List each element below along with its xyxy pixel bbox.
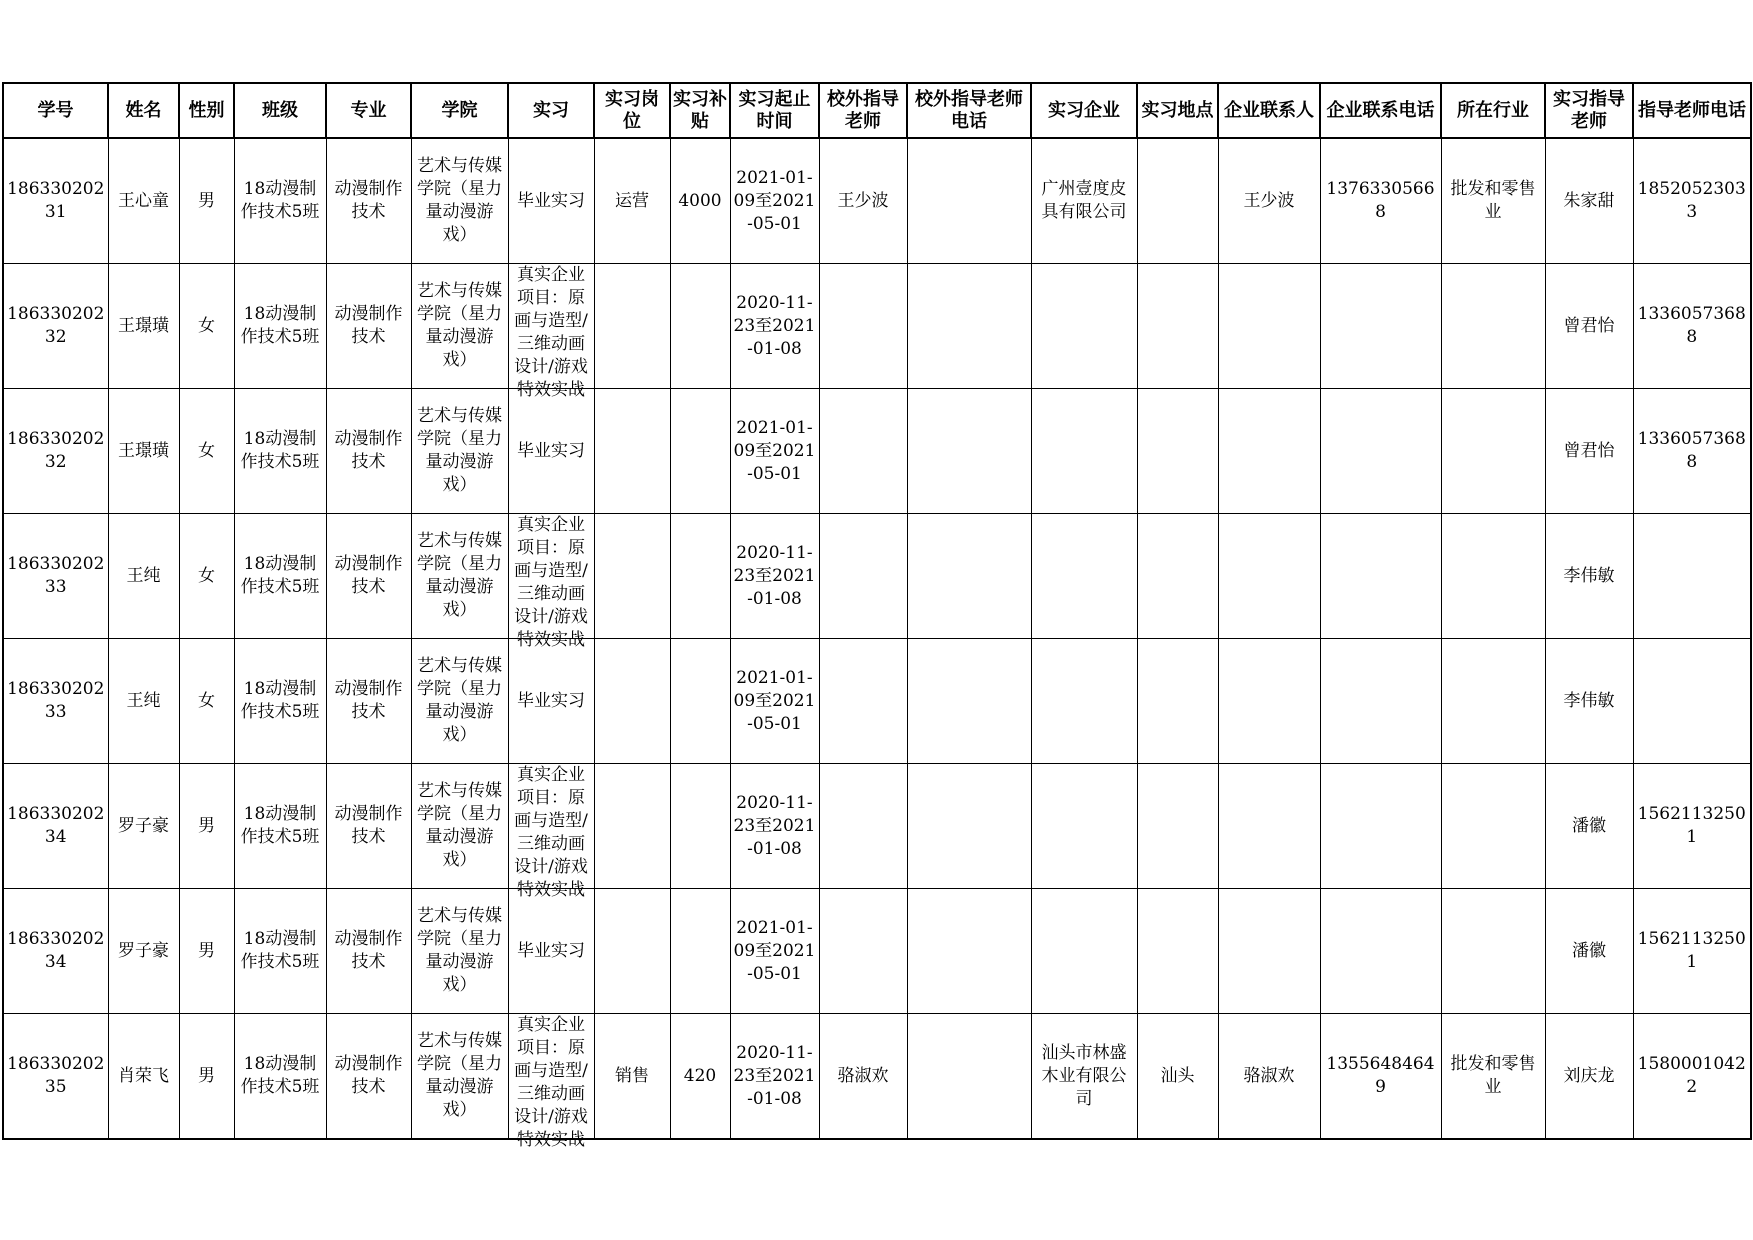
cell-text: 15621132501 bbox=[1637, 929, 1746, 972]
table-cell bbox=[326, 264, 411, 389]
table-cell bbox=[234, 264, 326, 389]
table-cell bbox=[326, 764, 411, 889]
table-cell bbox=[1633, 764, 1751, 889]
cell-text: 王璟璜 bbox=[118, 440, 169, 461]
table-cell bbox=[907, 764, 1031, 889]
cell-text: 18动漫制作技术5班 bbox=[240, 679, 320, 722]
table-cell bbox=[1218, 1014, 1320, 1140]
table-cell bbox=[1545, 639, 1633, 764]
table-row bbox=[3, 764, 1751, 889]
table-cell bbox=[326, 389, 411, 514]
cell-text: 15621132501 bbox=[1637, 804, 1746, 847]
cell-text: 王心童 bbox=[118, 190, 169, 211]
table-cell bbox=[1137, 639, 1218, 764]
table-cell bbox=[1320, 514, 1441, 639]
table-cell bbox=[234, 389, 326, 514]
table-cell bbox=[411, 639, 508, 764]
table-cell bbox=[179, 764, 234, 889]
cell-text: 刘庆龙 bbox=[1563, 1065, 1615, 1086]
cell-text: 动漫制作技术 bbox=[334, 179, 403, 222]
table-cell bbox=[1137, 889, 1218, 1014]
cell-text: 18动漫制作技术5班 bbox=[240, 804, 320, 847]
cell-text: 18动漫制作技术5班 bbox=[240, 554, 320, 597]
table-cell bbox=[411, 764, 508, 889]
table-cell bbox=[1218, 889, 1320, 1014]
table-cell bbox=[1218, 264, 1320, 389]
cell-text: 艺术与传媒学院（星力量动漫游戏） bbox=[417, 656, 502, 745]
table-cell bbox=[1218, 389, 1320, 514]
cell-text: 毕业实习 bbox=[517, 690, 585, 711]
table-cell bbox=[1137, 389, 1218, 514]
table-cell bbox=[508, 514, 594, 650]
table-cell bbox=[670, 764, 730, 889]
table-cell bbox=[179, 889, 234, 1014]
table-row bbox=[3, 889, 1751, 1014]
column-header: 企业联系电话 bbox=[1320, 83, 1441, 138]
cell-text: 毕业实习 bbox=[517, 940, 585, 961]
table-row bbox=[3, 639, 1751, 764]
table-row bbox=[3, 1014, 1751, 1140]
table-cell bbox=[1441, 764, 1545, 889]
cell-text: 批发和零售业 bbox=[1450, 1054, 1536, 1097]
column-header: 专业 bbox=[326, 83, 411, 138]
table-cell bbox=[594, 264, 670, 389]
table-cell bbox=[1218, 138, 1320, 264]
column-header: 实习岗位 bbox=[594, 83, 670, 138]
table-cell bbox=[819, 389, 907, 514]
cell-text: 15800010422 bbox=[1637, 1054, 1746, 1097]
table-cell bbox=[1545, 889, 1633, 1014]
cell-text: 真实企业项目：原画与造型/三维动画设计/游戏特效实战 bbox=[514, 765, 588, 900]
table-cell bbox=[1031, 514, 1137, 639]
table-cell bbox=[1441, 889, 1545, 1014]
cell-text: 18动漫制作技术5班 bbox=[240, 1054, 320, 1097]
cell-text: 2021-01-09至2021-05-01 bbox=[733, 917, 816, 984]
table-cell bbox=[179, 639, 234, 764]
table-cell bbox=[1031, 1014, 1137, 1140]
table-cell bbox=[730, 889, 819, 1014]
table-cell bbox=[108, 389, 179, 514]
table-cell bbox=[594, 889, 670, 1014]
cell-text: 罗子豪 bbox=[118, 815, 169, 836]
table-cell bbox=[907, 264, 1031, 389]
table-cell bbox=[907, 138, 1031, 264]
cell-text: 13763305668 bbox=[1326, 179, 1435, 222]
table-cell bbox=[3, 264, 108, 389]
table-cell bbox=[108, 639, 179, 764]
table-cell bbox=[234, 514, 326, 639]
table-cell bbox=[670, 1014, 730, 1140]
column-header: 姓名 bbox=[108, 83, 179, 138]
cell-text: 毕业实习 bbox=[517, 190, 585, 211]
cell-text: 18633020235 bbox=[7, 1054, 105, 1097]
table-cell bbox=[1137, 1014, 1218, 1140]
column-header: 所在行业 bbox=[1441, 83, 1545, 138]
cell-text: 18动漫制作技术5班 bbox=[240, 929, 320, 972]
cell-text: 骆淑欢 bbox=[1243, 1065, 1295, 1086]
cell-text: 女 bbox=[198, 440, 215, 461]
table-cell bbox=[730, 764, 819, 889]
cell-text: 18633020234 bbox=[7, 804, 105, 847]
cell-text: 女 bbox=[198, 690, 215, 711]
table-cell bbox=[411, 514, 508, 639]
table-cell bbox=[1633, 264, 1751, 389]
cell-text: 王纯 bbox=[126, 690, 161, 711]
table-cell bbox=[3, 1014, 108, 1140]
table-cell bbox=[3, 639, 108, 764]
table-cell bbox=[411, 389, 508, 514]
table-cell bbox=[508, 264, 594, 400]
table-row bbox=[3, 264, 1751, 389]
table-cell bbox=[234, 1014, 326, 1140]
table-row bbox=[3, 138, 1751, 264]
table-cell bbox=[179, 264, 234, 389]
table-cell bbox=[411, 1014, 508, 1140]
table-cell bbox=[819, 764, 907, 889]
table-cell bbox=[730, 514, 819, 639]
column-header: 校外指导老师 bbox=[819, 83, 907, 138]
table-cell bbox=[326, 138, 411, 264]
table-cell bbox=[508, 1014, 594, 1150]
table-cell bbox=[179, 1014, 234, 1140]
table-cell bbox=[1137, 764, 1218, 889]
table-cell bbox=[508, 389, 594, 514]
cell-text: 运营 bbox=[615, 190, 649, 211]
internship-table bbox=[2, 82, 1752, 1150]
table-cell bbox=[907, 389, 1031, 514]
table-cell bbox=[1441, 264, 1545, 389]
table-cell bbox=[1545, 264, 1633, 389]
table-cell bbox=[819, 889, 907, 1014]
column-header: 实习起止时间 bbox=[730, 83, 819, 138]
cell-text: 18520523033 bbox=[1637, 179, 1746, 222]
table-cell bbox=[179, 514, 234, 639]
table-cell bbox=[730, 264, 819, 389]
table-cell bbox=[1545, 514, 1633, 639]
cell-text: 广州壹度皮具有限公司 bbox=[1041, 179, 1127, 222]
table-cell bbox=[670, 138, 730, 264]
table-cell bbox=[1545, 1014, 1633, 1140]
cell-text: 动漫制作技术 bbox=[334, 304, 403, 347]
table-cell bbox=[1137, 138, 1218, 264]
table-cell bbox=[1441, 639, 1545, 764]
table-cell bbox=[1633, 514, 1751, 639]
cell-text: 13360573688 bbox=[1637, 429, 1746, 472]
cell-text: 真实企业项目：原画与造型/三维动画设计/游戏特效实战 bbox=[514, 265, 588, 400]
table-cell bbox=[1545, 764, 1633, 889]
cell-text: 潘徽 bbox=[1572, 940, 1606, 961]
table-cell bbox=[1441, 389, 1545, 514]
cell-text: 艺术与传媒学院（星力量动漫游戏） bbox=[417, 406, 502, 495]
cell-text: 王璟璜 bbox=[118, 315, 169, 336]
cell-text: 18动漫制作技术5班 bbox=[240, 429, 320, 472]
cell-text: 罗子豪 bbox=[118, 940, 169, 961]
table-cell bbox=[1031, 389, 1137, 514]
table-cell bbox=[1441, 514, 1545, 639]
cell-text: 420 bbox=[683, 1065, 717, 1086]
table-cell bbox=[1031, 264, 1137, 389]
cell-text: 18动漫制作技术5班 bbox=[240, 304, 320, 347]
table-cell bbox=[508, 138, 594, 264]
table-cell bbox=[670, 889, 730, 1014]
table-cell bbox=[670, 389, 730, 514]
table-cell bbox=[670, 639, 730, 764]
table-cell bbox=[1218, 764, 1320, 889]
table-cell bbox=[594, 389, 670, 514]
table-cell bbox=[670, 264, 730, 389]
table-cell bbox=[411, 889, 508, 1014]
table-cell bbox=[1633, 1014, 1751, 1140]
table-cell bbox=[508, 889, 594, 1014]
table-cell bbox=[1633, 389, 1751, 514]
cell-text: 王少波 bbox=[1243, 190, 1295, 211]
table-cell bbox=[1031, 764, 1137, 889]
column-header: 企业联系人 bbox=[1218, 83, 1320, 138]
table-cell bbox=[179, 138, 234, 264]
cell-text: 2021-01-09至2021-05-01 bbox=[733, 167, 816, 234]
table-cell bbox=[179, 389, 234, 514]
table-cell bbox=[1320, 138, 1441, 264]
cell-text: 曾君怡 bbox=[1563, 315, 1615, 336]
table-cell bbox=[508, 764, 594, 900]
table-cell bbox=[108, 264, 179, 389]
table-cell bbox=[907, 639, 1031, 764]
table-cell bbox=[108, 514, 179, 639]
column-header: 实习 bbox=[508, 83, 594, 138]
table-cell bbox=[108, 764, 179, 889]
cell-text: 2020-11-23至2021-01-08 bbox=[733, 292, 816, 359]
cell-text: 艺术与传媒学院（星力量动漫游戏） bbox=[417, 531, 502, 620]
cell-text: 18633020234 bbox=[7, 929, 105, 972]
cell-text: 女 bbox=[198, 565, 215, 586]
table-cell bbox=[1320, 1014, 1441, 1140]
table-cell bbox=[108, 1014, 179, 1140]
table-cell bbox=[594, 514, 670, 639]
table-cell bbox=[326, 889, 411, 1014]
table-body bbox=[3, 138, 1751, 1150]
table-cell bbox=[594, 764, 670, 889]
cell-text: 男 bbox=[198, 1065, 215, 1086]
cell-text: 动漫制作技术 bbox=[334, 1054, 403, 1097]
cell-text: 艺术与传媒学院（星力量动漫游戏） bbox=[417, 281, 502, 370]
cell-text: 艺术与传媒学院（星力量动漫游戏） bbox=[417, 906, 502, 995]
table-cell bbox=[326, 639, 411, 764]
table-cell bbox=[234, 138, 326, 264]
cell-text: 2020-11-23至2021-01-08 bbox=[733, 542, 816, 609]
column-header: 校外指导老师电话 bbox=[907, 83, 1031, 138]
cell-text: 李伟敏 bbox=[1563, 690, 1615, 711]
table-cell bbox=[1031, 889, 1137, 1014]
cell-text: 艺术与传媒学院（星力量动漫游戏） bbox=[417, 781, 502, 870]
table-cell bbox=[1031, 639, 1137, 764]
cell-text: 潘徽 bbox=[1572, 815, 1606, 836]
cell-text: 男 bbox=[198, 815, 215, 836]
table-cell bbox=[1320, 639, 1441, 764]
column-header: 学号 bbox=[3, 83, 108, 138]
table-cell bbox=[108, 138, 179, 264]
column-header: 班级 bbox=[234, 83, 326, 138]
cell-text: 艺术与传媒学院（星力量动漫游戏） bbox=[417, 156, 502, 245]
table-cell bbox=[411, 138, 508, 264]
table-cell bbox=[1320, 389, 1441, 514]
table-cell bbox=[819, 138, 907, 264]
table-cell bbox=[1441, 1014, 1545, 1140]
table-cell bbox=[819, 639, 907, 764]
cell-text: 动漫制作技术 bbox=[334, 804, 403, 847]
table-cell bbox=[907, 514, 1031, 639]
table-cell bbox=[594, 639, 670, 764]
table-cell bbox=[3, 514, 108, 639]
table-cell bbox=[326, 1014, 411, 1140]
table-cell bbox=[3, 889, 108, 1014]
cell-text: 销售 bbox=[615, 1065, 649, 1086]
header-row bbox=[3, 83, 1751, 138]
table-cell bbox=[1031, 138, 1137, 264]
cell-text: 王少波 bbox=[837, 190, 889, 211]
cell-text: 18633020233 bbox=[7, 554, 105, 597]
table-cell bbox=[1320, 264, 1441, 389]
table-cell bbox=[326, 514, 411, 639]
table-cell bbox=[508, 639, 594, 764]
cell-text: 骆淑欢 bbox=[837, 1065, 889, 1086]
cell-text: 批发和零售业 bbox=[1450, 179, 1536, 222]
cell-text: 动漫制作技术 bbox=[334, 554, 403, 597]
table-cell bbox=[3, 764, 108, 889]
column-header: 指导老师电话 bbox=[1633, 83, 1751, 138]
table-cell bbox=[594, 1014, 670, 1140]
table-cell bbox=[3, 138, 108, 264]
column-header: 实习企业 bbox=[1031, 83, 1137, 138]
table-cell bbox=[594, 138, 670, 264]
table-cell bbox=[730, 138, 819, 264]
cell-text: 毕业实习 bbox=[517, 440, 585, 461]
column-header: 学院 bbox=[411, 83, 508, 138]
cell-text: 李伟敏 bbox=[1563, 565, 1615, 586]
cell-text: 18633020232 bbox=[7, 429, 105, 472]
table-cell bbox=[819, 264, 907, 389]
cell-text: 18动漫制作技术5班 bbox=[240, 179, 320, 222]
table-cell bbox=[234, 764, 326, 889]
table-cell bbox=[1218, 514, 1320, 639]
table-cell bbox=[1441, 138, 1545, 264]
cell-text: 男 bbox=[198, 940, 215, 961]
cell-text: 肖荣飞 bbox=[118, 1065, 169, 1086]
table-cell bbox=[1545, 138, 1633, 264]
column-header: 性别 bbox=[179, 83, 234, 138]
table-cell bbox=[730, 389, 819, 514]
cell-text: 真实企业项目：原画与造型/三维动画设计/游戏特效实战 bbox=[514, 1015, 588, 1150]
table-cell bbox=[1545, 389, 1633, 514]
table-cell bbox=[1137, 514, 1218, 639]
cell-text: 汕头市林盛木业有限公司 bbox=[1041, 1042, 1127, 1109]
table-cell bbox=[670, 514, 730, 639]
cell-text: 曾君怡 bbox=[1563, 440, 1615, 461]
table-cell bbox=[819, 1014, 907, 1140]
column-header: 实习补贴 bbox=[670, 83, 730, 138]
table-cell bbox=[907, 889, 1031, 1014]
cell-text: 动漫制作技术 bbox=[334, 429, 403, 472]
table-cell bbox=[234, 639, 326, 764]
table-cell bbox=[3, 389, 108, 514]
cell-text: 2021-01-09至2021-05-01 bbox=[733, 667, 816, 734]
cell-text: 男 bbox=[198, 190, 215, 211]
table-cell bbox=[1218, 639, 1320, 764]
table-cell bbox=[411, 264, 508, 389]
cell-text: 18633020233 bbox=[7, 679, 105, 722]
cell-text: 朱家甜 bbox=[1563, 190, 1615, 211]
cell-text: 18633020231 bbox=[7, 179, 105, 222]
table-cell bbox=[819, 514, 907, 639]
table-cell bbox=[1633, 889, 1751, 1014]
table-cell bbox=[1137, 264, 1218, 389]
table-cell bbox=[730, 1014, 819, 1140]
table-cell bbox=[1320, 889, 1441, 1014]
cell-text: 动漫制作技术 bbox=[334, 929, 403, 972]
cell-text: 艺术与传媒学院（星力量动漫游戏） bbox=[417, 1031, 502, 1120]
cell-text: 4000 bbox=[678, 190, 722, 211]
column-header: 实习指导老师 bbox=[1545, 83, 1633, 138]
table-cell bbox=[730, 639, 819, 764]
table-row bbox=[3, 514, 1751, 639]
table-cell bbox=[234, 889, 326, 1014]
cell-text: 汕头 bbox=[1160, 1065, 1195, 1086]
cell-text: 女 bbox=[198, 315, 215, 336]
cell-text: 2020-11-23至2021-01-08 bbox=[733, 792, 816, 859]
table-cell bbox=[1320, 764, 1441, 889]
table-cell bbox=[907, 1014, 1031, 1140]
cell-text: 真实企业项目：原画与造型/三维动画设计/游戏特效实战 bbox=[514, 515, 588, 650]
table-cell bbox=[1633, 639, 1751, 764]
cell-text: 13360573688 bbox=[1637, 304, 1746, 347]
cell-text: 2020-11-23至2021-01-08 bbox=[733, 1042, 816, 1109]
table-cell bbox=[108, 889, 179, 1014]
cell-text: 18633020232 bbox=[7, 304, 105, 347]
column-header: 实习地点 bbox=[1137, 83, 1218, 138]
table-row bbox=[3, 389, 1751, 514]
cell-text: 动漫制作技术 bbox=[334, 679, 403, 722]
cell-text: 王纯 bbox=[126, 565, 161, 586]
table-cell bbox=[1633, 138, 1751, 264]
cell-text: 2021-01-09至2021-05-01 bbox=[733, 417, 816, 484]
cell-text: 13556484649 bbox=[1326, 1054, 1435, 1097]
